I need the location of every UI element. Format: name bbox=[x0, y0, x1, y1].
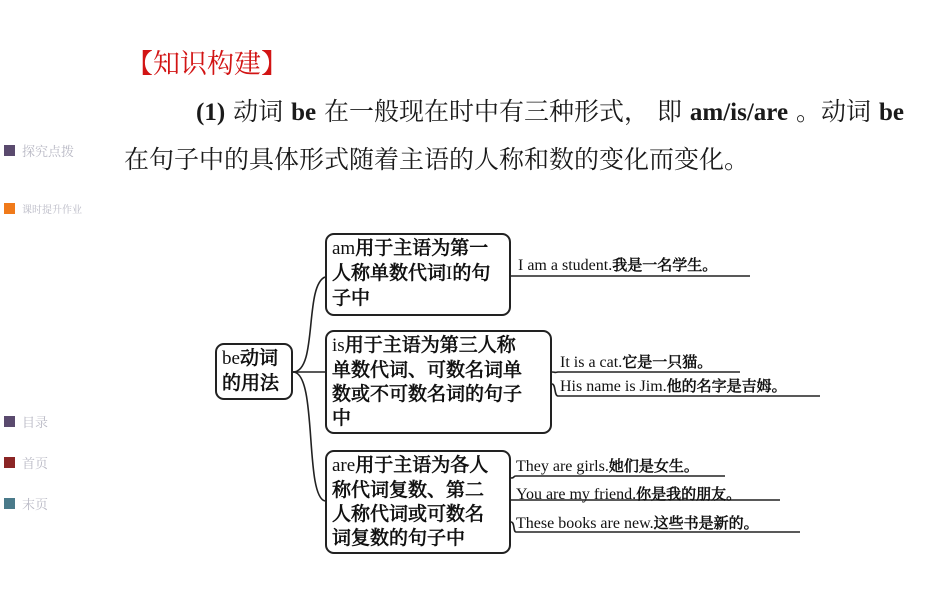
para-text: 在一般现在时中有三种形式， 即 bbox=[316, 97, 690, 126]
example-zh: 这些书是新的。 bbox=[653, 514, 759, 532]
example-zh: 你是我的朋友。 bbox=[636, 485, 742, 503]
para-keyword: am/is/are bbox=[689, 99, 789, 126]
example-en: You are my friend. bbox=[516, 486, 637, 503]
root-node-zh: 动词 bbox=[239, 347, 278, 369]
item-number: (1) bbox=[196, 99, 226, 126]
branch-text: 词复数的句子中 bbox=[332, 527, 466, 549]
root-node-en: be bbox=[222, 348, 240, 369]
example-sentence bbox=[516, 512, 759, 533]
branch-keyword: am bbox=[332, 238, 356, 259]
example-zh: 它是一只猫。 bbox=[622, 353, 713, 371]
para-text: 动词 bbox=[225, 97, 292, 126]
branch-text: 用于主语为第三人称 bbox=[344, 334, 516, 356]
branch-text: 中 bbox=[332, 407, 352, 429]
branch-text: 用于主语为第一 bbox=[355, 237, 489, 259]
branch-keyword: is bbox=[332, 335, 345, 356]
example-en: His name is Jim. bbox=[560, 378, 667, 395]
branch-keyword: I bbox=[446, 263, 453, 284]
example-zh: 他的名字是吉姆。 bbox=[666, 377, 787, 395]
branch-text: 子中 bbox=[332, 287, 371, 309]
branch-box-are bbox=[325, 450, 511, 554]
sidebar-item-label: 首页 bbox=[22, 457, 49, 472]
branch-box-am bbox=[325, 233, 511, 316]
example-zh: 她们是女生。 bbox=[608, 457, 699, 475]
para-keyword: be bbox=[291, 99, 317, 126]
example-sentence bbox=[516, 455, 699, 476]
branch-text: 人称单数代词 bbox=[332, 262, 447, 284]
section-heading: 【知识构建】 bbox=[126, 49, 288, 80]
example-en: It is a cat. bbox=[560, 354, 623, 371]
para-text: 在句子中的具体形式随着主语的人称和数的变化而变化。 bbox=[124, 145, 750, 174]
branch-text: 数或不可数名词的句子 bbox=[332, 383, 523, 405]
branch-keyword: are bbox=[332, 455, 356, 476]
example-zh: 我是一名学生。 bbox=[612, 256, 718, 274]
para-keyword: be bbox=[878, 99, 904, 126]
root-node-box bbox=[215, 343, 293, 400]
root-node-zh: 的用法 bbox=[222, 372, 280, 394]
branch-text: 单数代词、可数名词单 bbox=[332, 359, 523, 381]
example-en: I am a student. bbox=[518, 257, 613, 274]
sidebar-item-label: 末页 bbox=[22, 498, 49, 513]
branch-text: 称代词复数、第二 bbox=[332, 479, 485, 501]
example-sentence bbox=[560, 351, 712, 372]
branch-text: 人称代词或可数名 bbox=[332, 503, 485, 525]
sidebar-item-label: 探究点拨 bbox=[22, 145, 75, 160]
branch-text: 的句 bbox=[452, 262, 491, 284]
para-text: 。动词 bbox=[788, 97, 879, 126]
example-sentence bbox=[518, 254, 717, 275]
example-sentence bbox=[560, 375, 787, 396]
branch-box-is bbox=[325, 330, 552, 434]
branch-text: 用于主语为各人 bbox=[355, 454, 489, 476]
example-en: These books are new. bbox=[516, 515, 654, 532]
sidebar-item-label: 课时提升作业 bbox=[22, 205, 82, 216]
example-sentence bbox=[516, 483, 741, 504]
example-en: They are girls. bbox=[516, 458, 609, 475]
sidebar-item-label: 目录 bbox=[22, 416, 49, 431]
